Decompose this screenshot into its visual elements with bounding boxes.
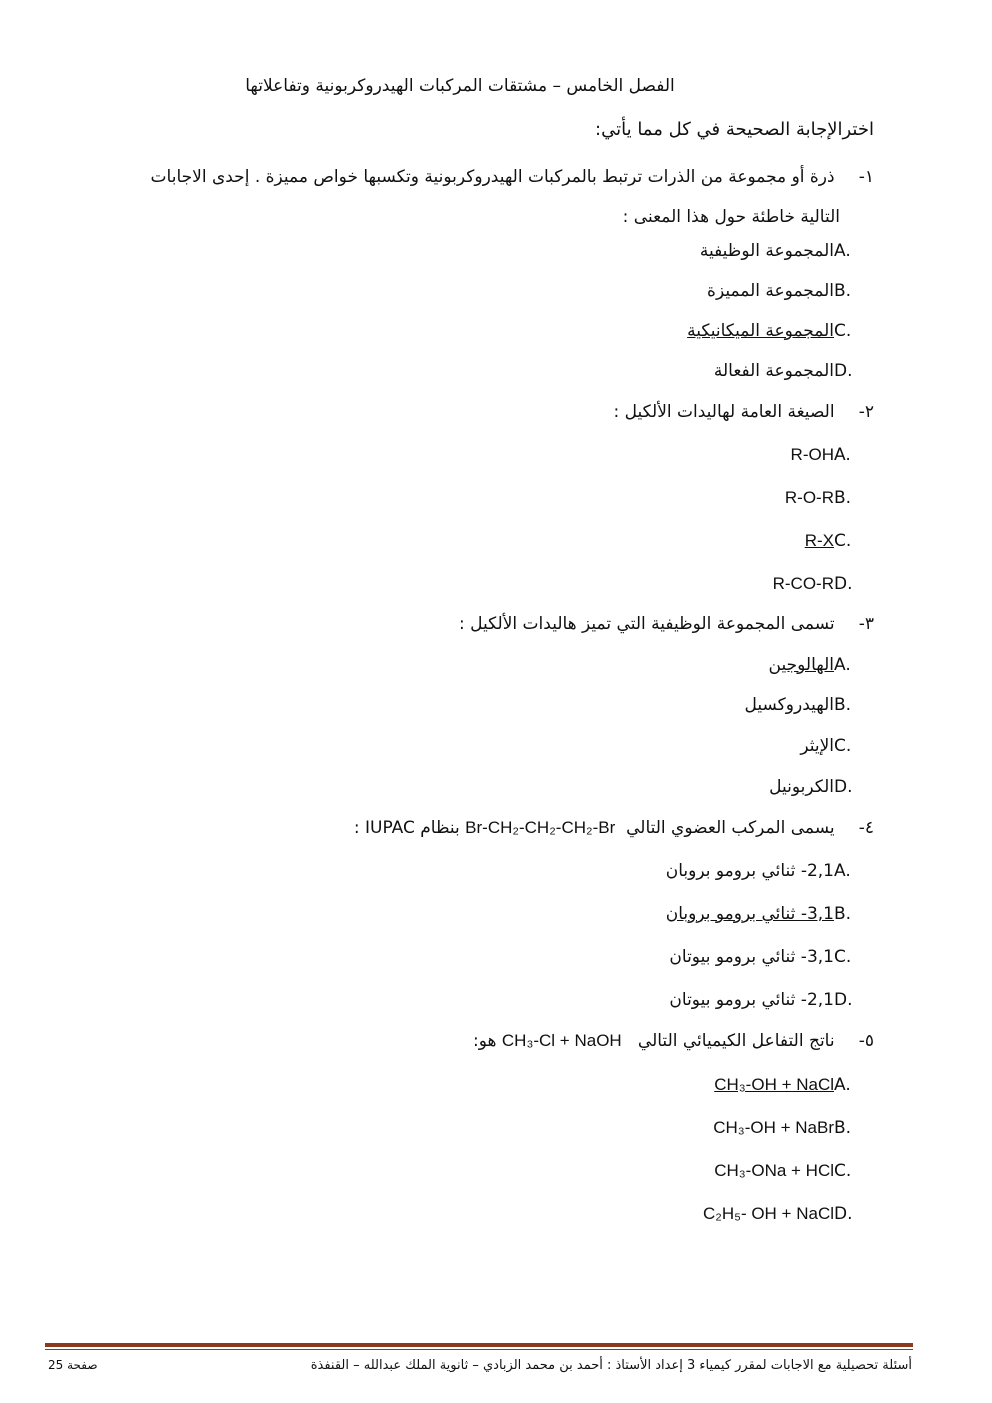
- option-text: C₂H₅- OH + NaCl: [702, 1204, 834, 1223]
- option-letter: A.: [834, 241, 851, 261]
- option-5b: [713, 1118, 874, 1138]
- page-number: صفحة 25: [48, 1358, 98, 1372]
- question-formula: CH₃-Cl + NaOH: [501, 1031, 622, 1050]
- option-4b: [666, 904, 874, 924]
- question-text-line2: التالية خاطئة حول هذا المعنى :: [622, 207, 840, 227]
- option-letter: D.: [834, 1204, 853, 1224]
- option-4a: [666, 861, 874, 881]
- option-text: الكربونيل: [769, 777, 834, 797]
- option-4c: [669, 947, 874, 967]
- option-1a: [700, 241, 874, 261]
- question-number: ٢-: [858, 402, 874, 422]
- option-5a: [714, 1075, 874, 1095]
- option-letter: B.: [834, 1118, 852, 1138]
- option-letter: C.: [834, 531, 852, 551]
- option-letter: D.: [834, 361, 853, 381]
- option-letter: D.: [834, 777, 853, 797]
- option-1d: [714, 361, 874, 381]
- question-text: الصيغة العامة لهاليدات الألكيل :: [613, 402, 835, 422]
- option-text: 2,1- ثنائي برومو بروبان: [665, 861, 834, 881]
- option-text: CH₃-OH + NaBr: [713, 1118, 834, 1137]
- question-text: ناتج التفاعل الكيميائي التالي: [637, 1031, 835, 1051]
- option-letter: B.: [834, 281, 852, 301]
- question-formula: Br-CH₂-CH₂-CH₂-Br: [465, 818, 616, 837]
- option-letter: C.: [834, 736, 852, 756]
- question-4: [354, 818, 874, 838]
- question-number: ٤-: [858, 818, 874, 838]
- option-letter: D.: [834, 574, 853, 594]
- option-letter: C.: [834, 947, 852, 967]
- option-text: R-O-R: [784, 488, 834, 507]
- option-letter: C.: [834, 321, 852, 341]
- option-text-correct: المجموعة الميكانيكية: [687, 321, 834, 341]
- option-letter: B.: [834, 488, 852, 508]
- option-text: 3,1- ثنائي برومو بيوتان: [669, 947, 834, 967]
- option-text-correct: الهالوجين: [768, 655, 834, 675]
- option-2d: [773, 574, 874, 594]
- question-text: تسمى المجموعة الوظيفية التي تميز هاليدات الألكيل :: [459, 614, 835, 634]
- option-5d: [703, 1204, 874, 1224]
- option-3b: [745, 695, 874, 715]
- option-letter: A.: [834, 655, 851, 675]
- option-letter: A.: [834, 445, 851, 465]
- question-text-line1: ذرة أو مجموعة من الذرات ترتبط بالمركبات الهيدروكربونية وتكسبها خواص مميزة . إحدى الاجابات: [150, 167, 835, 187]
- option-2c: [805, 531, 874, 551]
- instruction: اخترالإجابة الصحيحة في كل مما يأتي:: [595, 119, 874, 140]
- question-5: [473, 1031, 874, 1051]
- question-number: ٣-: [858, 614, 874, 634]
- option-4d: [669, 990, 874, 1010]
- option-3c: [800, 736, 874, 756]
- option-1c: [687, 321, 874, 341]
- option-text-correct: R-X: [804, 531, 834, 550]
- option-text: CH₃-ONa + HCl: [714, 1161, 834, 1180]
- option-text: R-OH: [790, 445, 834, 464]
- option-2b: [785, 488, 874, 508]
- option-3d: [769, 777, 874, 797]
- option-2a: [791, 445, 874, 465]
- option-text: R-CO-R: [772, 574, 834, 593]
- page-title: الفصل الخامس – مشتقات المركبات الهيدروكربونية وتفاعلاتها: [245, 76, 675, 96]
- option-letter: B.: [834, 904, 852, 924]
- option-letter: D.: [834, 990, 853, 1010]
- question-number: ١-: [858, 167, 874, 187]
- option-5c: [714, 1161, 874, 1181]
- option-1b: [707, 281, 874, 301]
- option-text-correct: 3,1- ثنائي برومو بروبان: [665, 904, 834, 924]
- option-text: المجموعة الوظيفية: [699, 241, 834, 261]
- option-letter: A.: [834, 1075, 851, 1095]
- footer-credit: أسئلة تحصيلية مع الاجابات لمقرر كيمياء 3 إعداد الأستاذ : أحمد بن محمد الزبادي – ثانوية الملك عبدالله – القنفذة: [310, 1358, 912, 1373]
- option-letter: C.: [834, 1161, 852, 1181]
- option-3a: [769, 655, 874, 675]
- option-letter: B.: [834, 695, 852, 715]
- footer-rule-thin: [45, 1349, 913, 1350]
- option-text: المجموعة الفعالة: [713, 361, 834, 381]
- option-text: المجموعة المميزة: [707, 281, 834, 301]
- question-text-tail: بنظام IUPAC :: [353, 818, 460, 838]
- option-text-correct: CH₃-OH + NaCl: [714, 1075, 834, 1094]
- option-text: الإيثر: [800, 736, 834, 756]
- option-letter: A.: [834, 861, 851, 881]
- question-2: [614, 402, 875, 422]
- question-1: [84, 157, 874, 237]
- option-text: الهيدروكسيل: [744, 695, 834, 715]
- question-text: يسمى المركب العضوي التالي: [626, 818, 835, 838]
- question-text-tail: هو:: [473, 1031, 497, 1051]
- option-text: 2,1- ثنائي برومو بيوتان: [669, 990, 834, 1010]
- question-number: ٥-: [858, 1031, 874, 1051]
- question-3: [459, 614, 874, 634]
- footer-rule: [45, 1343, 913, 1347]
